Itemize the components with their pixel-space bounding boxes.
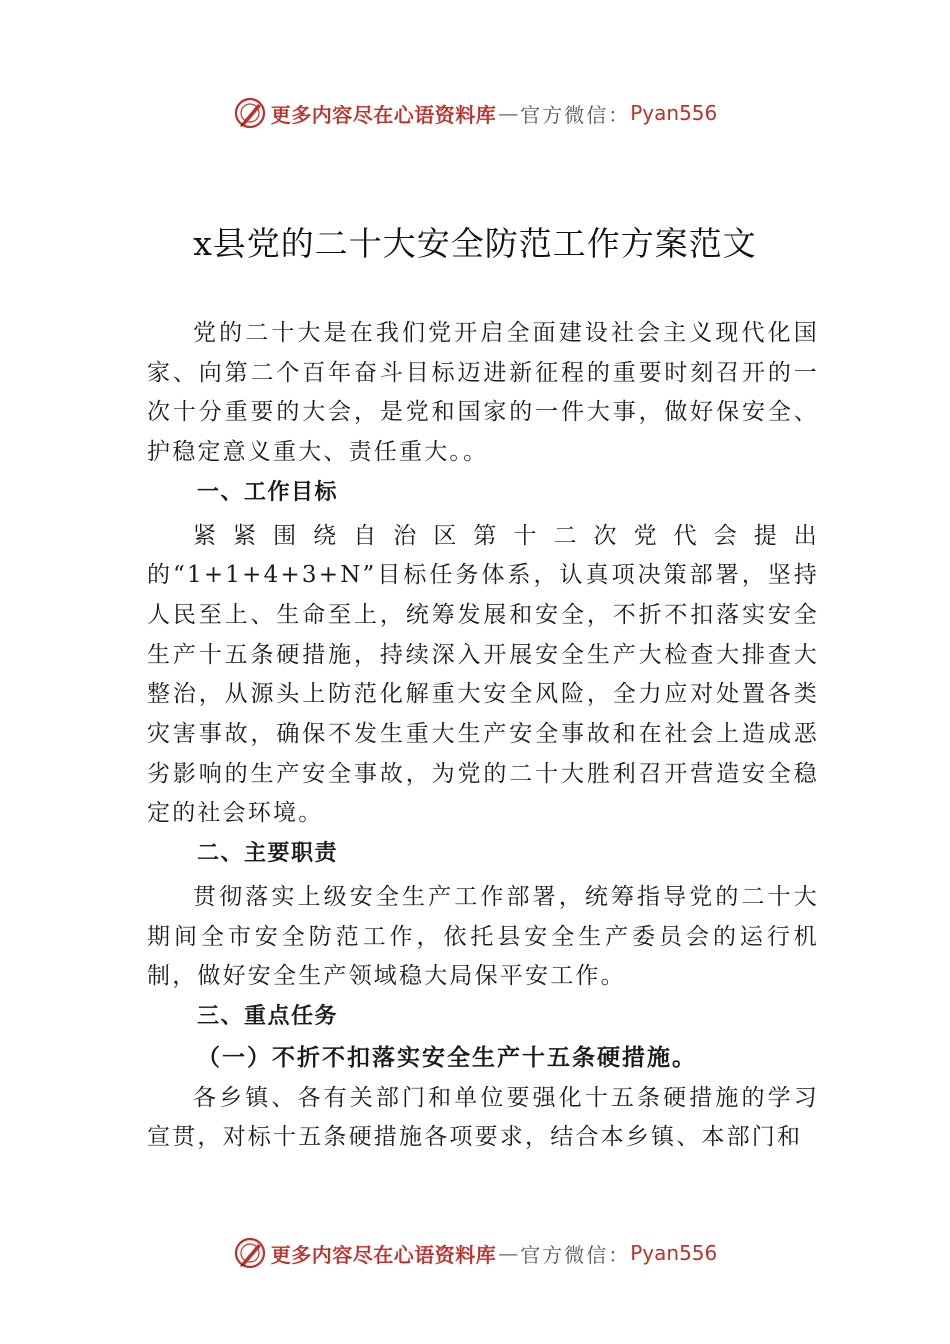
banner-separator: — [498,101,519,125]
document-title: x县党的二十大安全防范工作方案范文 [193,224,757,263]
banner-wechat-label: 官方微信： [520,1242,631,1267]
document-body [147,314,819,1158]
banner-wechat-id: Pyan556 [630,1241,718,1265]
banner-brand-text: 更多内容尽在心语资料库 [270,1242,497,1267]
section-body-goals: 紧紧围绕自治区第十二次党代会提出的“1+1+4+3+N”目标任务体系，认真项决策部署，坚持人民至上、生命至上，统筹发展和安全，不折不扣落实安全生产十五条硬措施，持续深入开展安全生产大检查大排查大整治，从源头上防范化解重大安全风险，全力应对处置各类灾害事故，确保不发生重大生产安全事故和在社会上造成恶劣影响的生产安全事故，为党的二十大胜利召开营造安全稳定的社会环境。 [147,522,819,827]
footer-banner [0,1233,950,1273]
banner-wechat-id: Pyan556 [630,101,718,125]
banner-wechat-label: 官方微信： [520,102,631,127]
section-heading-duties: 二、主要职责 [197,841,339,867]
section-heading-tasks: 三、重点任务 [197,1003,339,1029]
banner-brand-text: 更多内容尽在心语资料库 [270,102,497,127]
pen-seal-icon [233,1236,267,1270]
header-banner [0,93,950,133]
intro-paragraph: 党的二十大是在我们党开启全面建设社会主义现代化国家、向第二个百年奋斗目标迈进新征程的重要时刻召开的一次十分重要的大会，是党和国家的一件大事，做好保安全、护稳定意义重大、责任重大。。 [147,320,819,466]
banner-separator: — [498,1241,519,1265]
section-body-duties: 贯彻落实上级安全生产工作部署，统筹指导党的二十大期间全市安全防范工作，依托县安全生产委员会的运行机制，做好安全生产领域稳大局保平安工作。 [147,883,819,990]
section-heading-goals: 一、工作目标 [197,479,339,505]
subsection-heading-measures: （一）不折不扣落实安全生产十五条硬措施。 [197,1043,697,1071]
subsection-body-measures: 各乡镇、各有关部门和单位要强化十五条硬措施的学习宣贯，对标十五条硬措施各项要求，结合本乡镇、本部门和 [147,1084,819,1151]
pen-seal-icon [233,96,267,130]
